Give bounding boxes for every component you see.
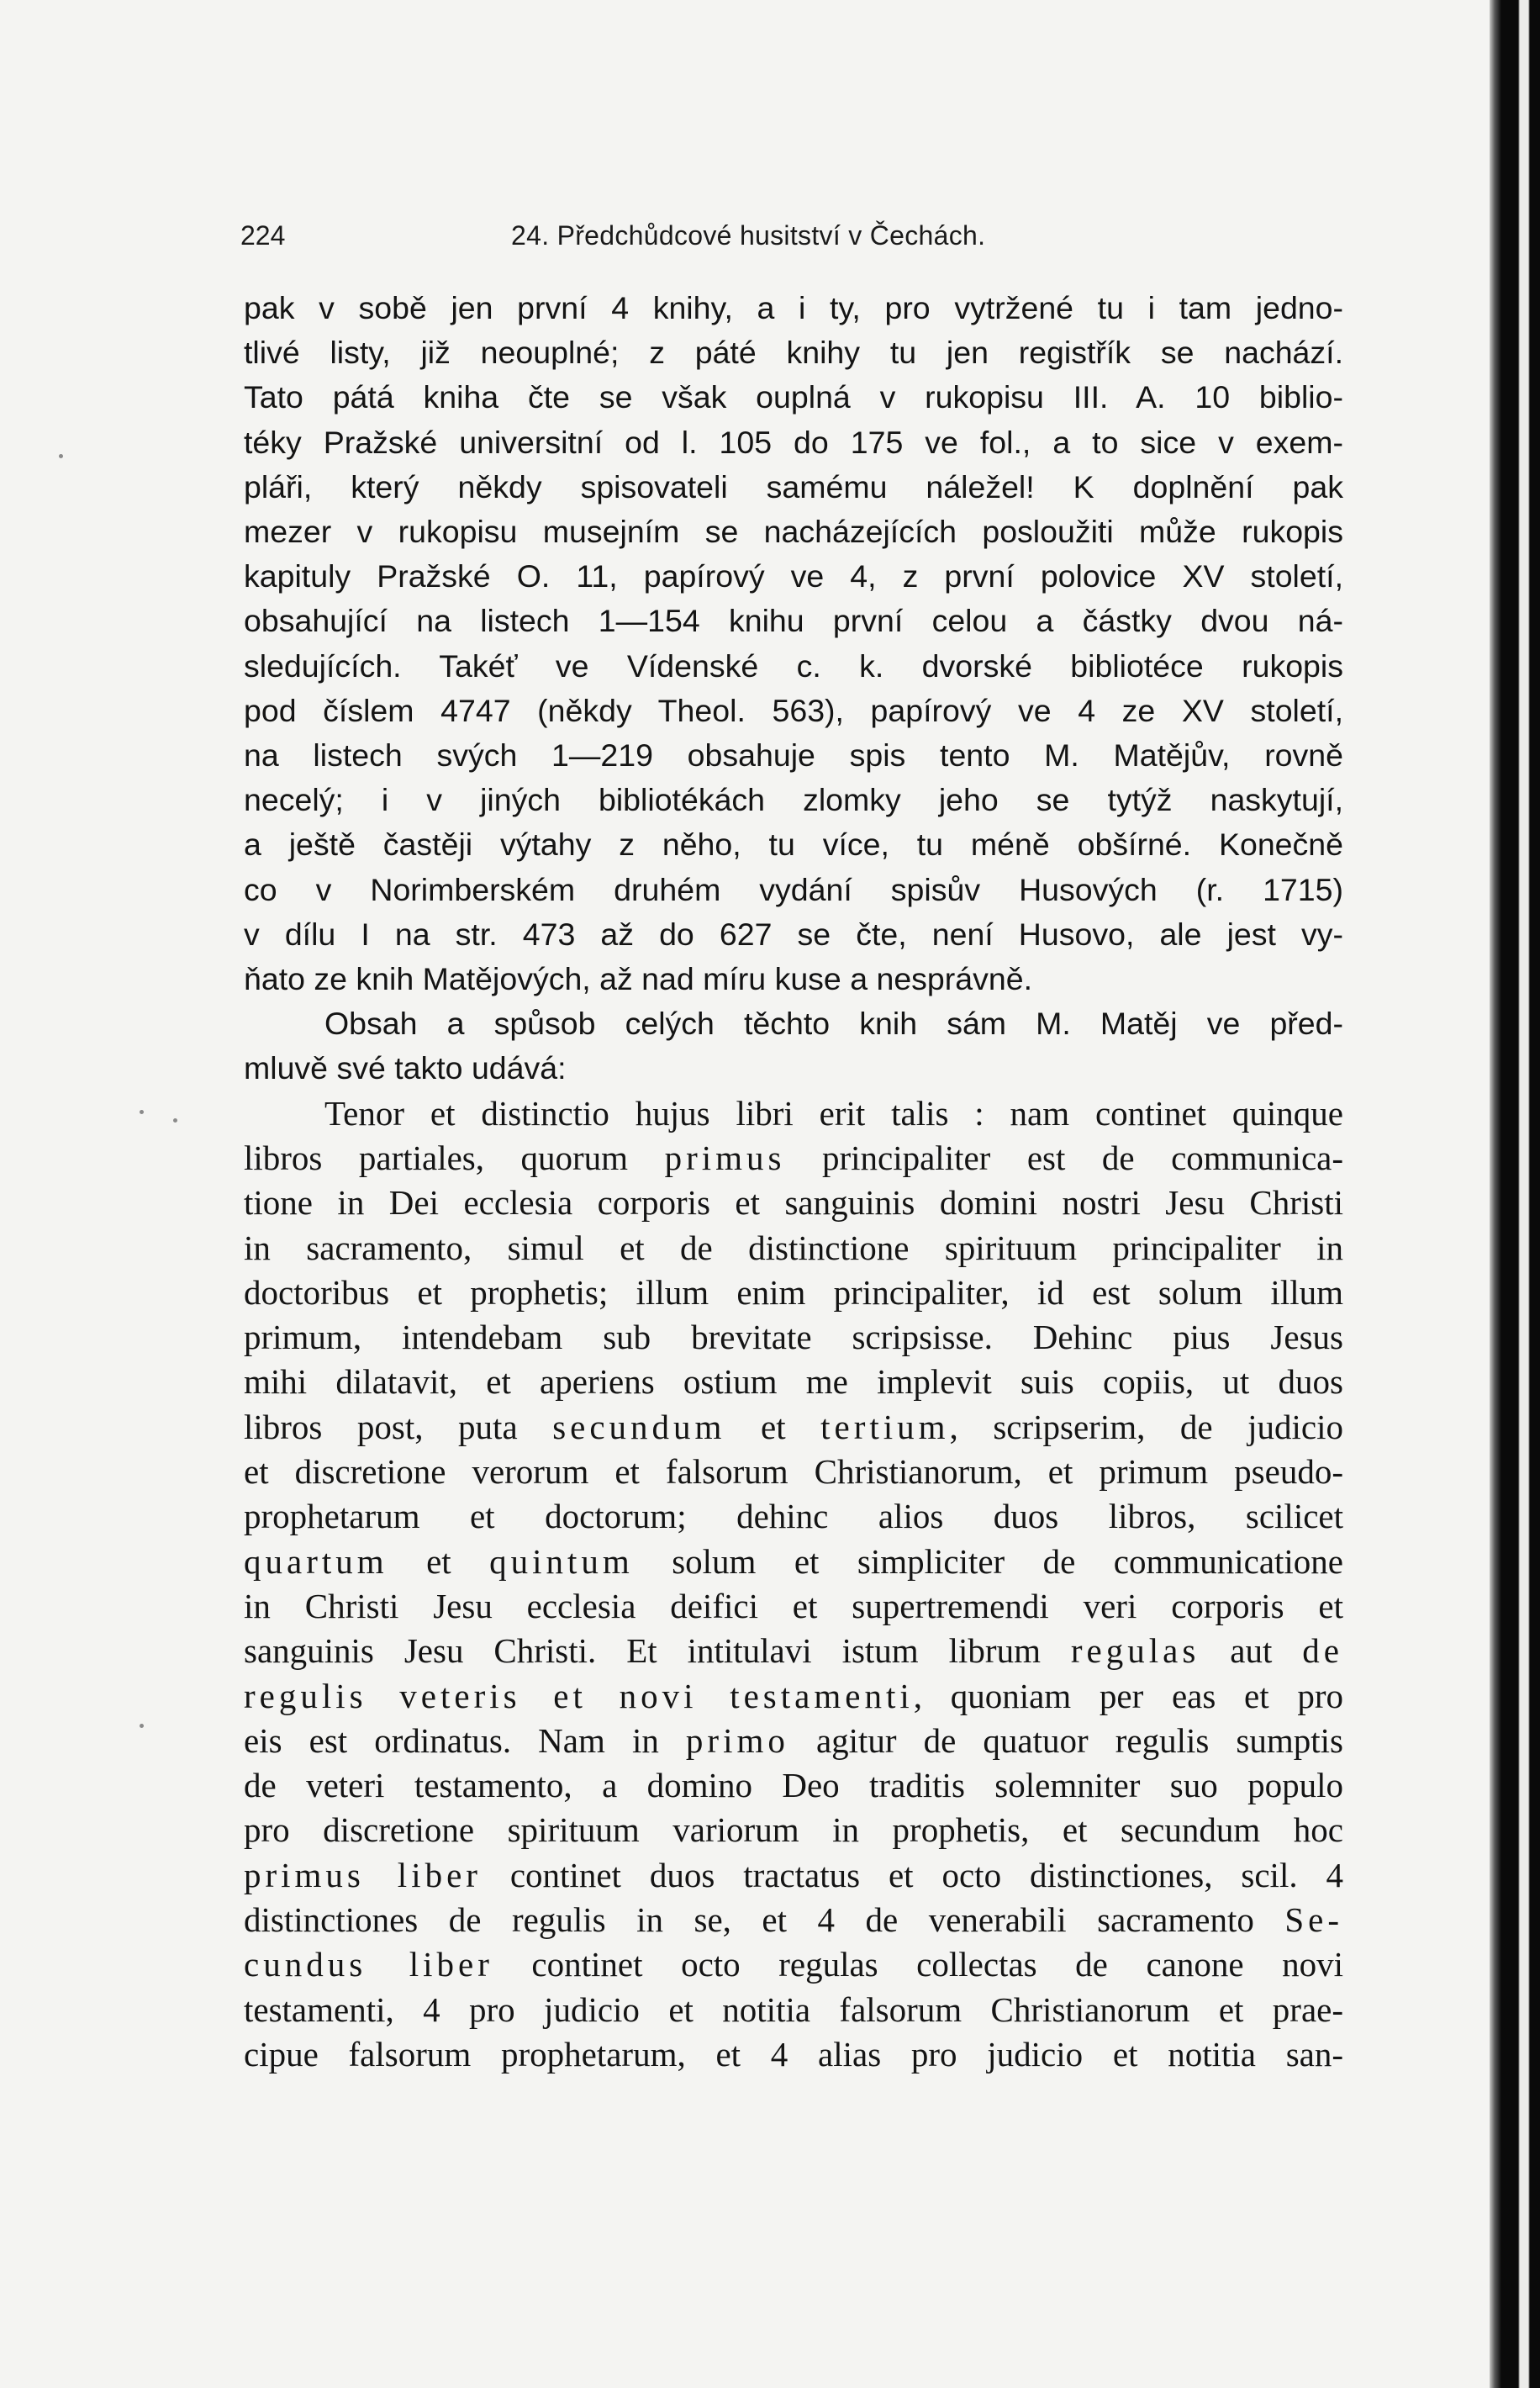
margin-speck [173, 1118, 177, 1123]
text-line: libros post, puta secundum et tertium, scripserim, de judicio [244, 1407, 1344, 1446]
text-line: distinctiones de regulis in se, et 4 de venerabili sacramento Se- [244, 1900, 1343, 1939]
text-line: pak v sobě jen první 4 knihy, a i ty, pro vytržené tu i tam jedno- [244, 290, 1343, 325]
spaced-word: Se- [1284, 1900, 1343, 1939]
running-header [240, 220, 1333, 254]
text-line: ňato ze knih Matějových, až nad míru kuse a nesprávně. [244, 961, 1033, 997]
text-line: mezer v rukopisu musejním se nacházejících posloužiti může rukopis [244, 514, 1343, 550]
text-line: in Christi Jesu ecclesia deifici et supertremendi veri corporis et [244, 1586, 1343, 1625]
text-line: primus liber continet duos tractatus et octo distinctiones, scil. 4 [244, 1855, 1343, 1894]
text-line: cipue falsorum prophetarum, et 4 alias pro judicio et notitia san- [244, 2034, 1343, 2074]
text-line: doctoribus et prophetis; illum enim principaliter, id est solum illum [244, 1272, 1343, 1312]
text-line: Obsah a spůsob celých těchto knih sám M. Matěj ve před- [324, 1006, 1343, 1042]
text-line: et discretione verorum et falsorum Christianorum, et primum pseudo- [244, 1452, 1343, 1492]
page-body [244, 286, 1343, 2077]
text-line: co v Norimberském druhém vydání spisův Husových (r. 1715) [244, 871, 1343, 907]
text-line: quartum et quintum solum et simpliciter de communicatione [244, 1541, 1343, 1581]
spaced-word: cundus liber [244, 1945, 493, 1984]
text-line: tione in Dei ecclesia corporis et sanguinis domini nostri Jesu Christi [244, 1183, 1343, 1223]
text-line: testamenti, 4 pro judicio et notitia falsorum Christianorum et prae- [244, 1989, 1343, 2029]
spaced-word: quintum [489, 1541, 634, 1581]
spaced-word: quartum [244, 1541, 388, 1581]
margin-speck [140, 1110, 144, 1114]
margin-speck [59, 454, 63, 458]
spaced-word: tertium [820, 1407, 950, 1446]
running-title: 24. Předchůdcové husitství v Čechách. [511, 220, 986, 251]
spaced-word: regulas [1070, 1631, 1200, 1671]
czech-paragraph-1 [244, 286, 1343, 1001]
text-line: mluvě své takto udává: [244, 1050, 567, 1086]
latin-quotation [244, 1091, 1343, 2078]
text-line: primum, intendebam sub brevitate scripsisse. Dehinc pius Jesus [244, 1318, 1343, 1357]
spaced-word: secundum [552, 1407, 726, 1446]
spaced-word: regulis veteris et novi testamenti [244, 1676, 914, 1715]
text-line: libros partiales, quorum primus principaliter est de communica- [244, 1138, 1343, 1177]
page-number: 224 [240, 220, 286, 251]
text-line: de veteri testamento, a domino Deo traditis solemniter suo populo [244, 1766, 1343, 1805]
czech-paragraph-2 [244, 1001, 1343, 1091]
text-line: pod číslem 4747 (někdy Theol. 563), papírový ve 4 ze XV století, [244, 692, 1343, 728]
text-line: eis est ordinatus. Nam in primo agitur de quatuor regulis sumptis [244, 1720, 1343, 1760]
spaced-word: primus [664, 1138, 786, 1177]
text-line: a ještě častěji výtahy z něho, tu více, tu méně obšírné. Konečně [244, 827, 1343, 863]
text-line: v dílu I na str. 473 až do 627 se čte, není Husovo, ale jest vy- [244, 916, 1343, 952]
text-line: Tenor et distinctio hujus libri erit talis : nam continet quinque [324, 1093, 1343, 1133]
text-line: mihi dilatavit, et aperiens ostium me implevit suis copiis, ut duos [244, 1362, 1343, 1402]
text-line: necelý; i v jiných bibliotékách zlomky jeho se tytýž naskytují, [244, 782, 1343, 818]
text-line: sledujících. Takéť ve Vídenské c. k. dvorské bibliotéce rukopis [244, 647, 1343, 684]
text-line: sanguinis Jesu Christi. Et intitulavi istum librum regulas aut de [244, 1631, 1343, 1671]
book-spine-edge [1490, 0, 1540, 2388]
text-line: regulis veteris et novi testamenti, quoniam per eas et pro [244, 1676, 1343, 1715]
text-line: cundus liber continet octo regulas collectas de canone novi [244, 1945, 1343, 1984]
spaced-word: de [1302, 1631, 1343, 1671]
text-line: na listech svých 1—219 obsahuje spis tento M. Matějův, rovně [244, 737, 1343, 774]
spaced-word: primus liber [244, 1855, 482, 1894]
text-line: pláři, který někdy spisovateli samému náležel! K doplnění pak [244, 468, 1343, 505]
text-line: téky Pražské universitní od l. 105 do 175 ve fol., a to sice v exem- [244, 424, 1343, 460]
text-line: pro discretione spirituum variorum in prophetis, et secundum hoc [244, 1810, 1343, 1850]
text-line: in sacramento, simul et de distinctione spirituum principaliter in [244, 1228, 1343, 1267]
text-line: obsahující na listech 1—154 knihu první celou a částky dvou ná- [244, 603, 1343, 639]
text-line: Tato pátá kniha čte se však ouplná v rukopisu III. A. 10 biblio- [244, 379, 1343, 415]
text-line: prophetarum et doctorum; dehinc alios duos libros, scilicet [244, 1497, 1343, 1536]
text-line: kapituly Pražské O. 11, papírový ve 4, z první polovice XV století, [244, 558, 1343, 594]
margin-speck [140, 1724, 144, 1728]
spaced-word: primo [685, 1720, 789, 1760]
text-line: tlivé listy, již neouplné; z páté knihy tu jen registřík se nachází. [244, 335, 1343, 371]
